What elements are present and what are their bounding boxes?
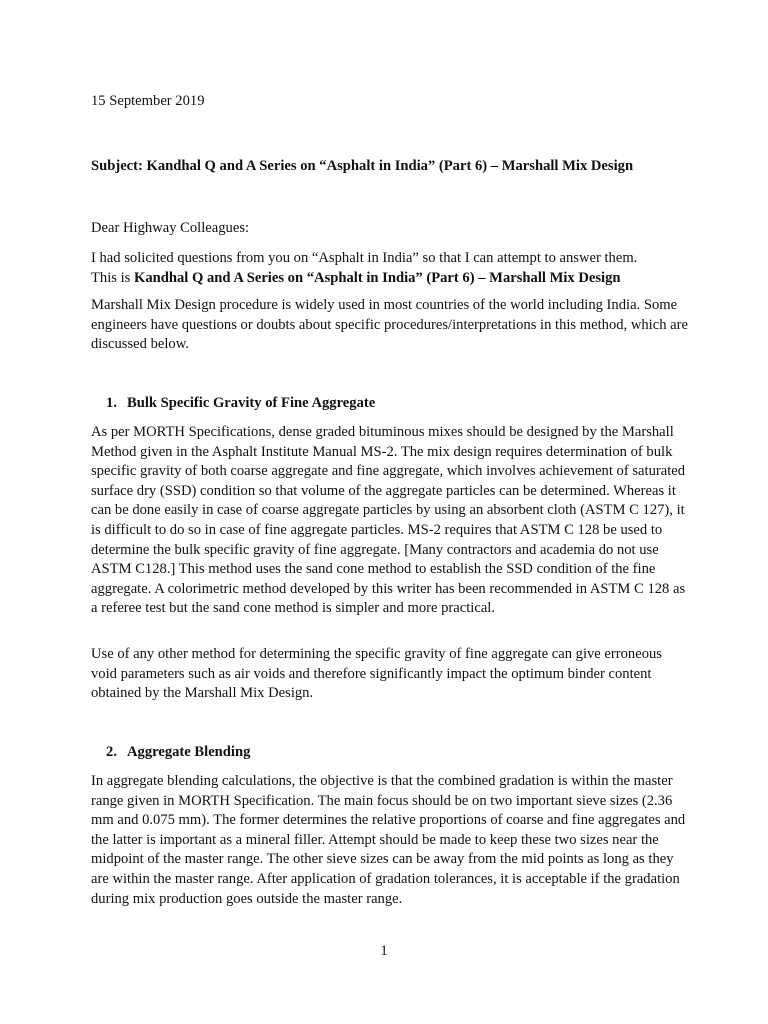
page-number: 1 (380, 943, 388, 959)
section-2-paragraph-1: In aggregate blending calculations, the objective is that the combined gradation is within the master range given in MORTH Specification. The main focus should be on two important sieve sizes (2.36 mm and 0.075 mm). The former determines the relative proportions of coarse and fine aggregates and the latter is important as a mineral filler. Attempt should be made to keep these two sizes near the midpoint of the master range. The other sieve sizes can be away from the mid points as long as they are within the master range. After application of gradation tolerances, it is acceptable if the gradation during mix production goes outside the master range. (91, 773, 686, 907)
intro-paragraph-2: Marshall Mix Design procedure is widely used in most countries of the world including India. Some engineers have questions or doubts about specific procedures/interpretations in this method, which are discussed below. (91, 297, 688, 353)
intro-line-1: I had solicited questions from you on “Asphalt in India” so that I can attempt to answer them. (91, 250, 638, 266)
letter-date: 15 September 2019 (91, 93, 205, 109)
intro-paragraph (91, 249, 691, 288)
intro-line-2-prefix: This is (91, 269, 134, 286)
section-1-paragraph-1: As per MORTH Specifications, dense graded bituminous mixes should be designed by the Marshall Method given in the Asphalt Institute Manual MS-2. The mix design requires determination of bulk specific gravity of both coarse aggregate and fine aggregate, which involves achievement of saturated surface dry (SSD) condition so that volume of the aggregate particles can be determined. Whereas it can be done easily in case of coarse aggregate particles by using an absorbent cloth (ASTM C 127), it is difficult to do so in case of fine aggregate particles. MS-2 requires that ASTM C 128 be used to determine the bulk specific gravity of fine aggregate. [Many contractors and academia do not use ASTM C128.] This method uses the sand cone method to establish the SSD condition of the fine aggregate. A colorimetric method developed by this writer has been recommended in ASTM C 128 as a referee test but the sand cone method is simpler and more practical. (91, 424, 686, 617)
section-1-paragraph-2: Use of any other method for determining the specific gravity of fine aggregate can give erroneous void parameters such as air voids and therefore significantly impact the optimum binder content obtained by the Marshall Mix Design. (91, 646, 662, 702)
section-number: 2. (106, 744, 117, 760)
section-title: Aggregate Blending (127, 744, 251, 760)
intro-series-title: Kandhal Q and A Series on “Asphalt in India” (Part 6) – Marshall Mix Design (133, 269, 621, 286)
section-heading-1 (91, 394, 691, 414)
salutation: Dear Highway Colleagues: (91, 220, 250, 236)
section-heading-2 (91, 743, 691, 763)
section-number: 1. (106, 395, 117, 411)
section-title: Bulk Specific Gravity of Fine Aggregate (127, 395, 376, 411)
intro-line-2 (91, 269, 691, 289)
letter-subject: Subject: Kandhal Q and A Series on “Asphalt in India” (Part 6) – Marshall Mix Design (91, 158, 634, 174)
